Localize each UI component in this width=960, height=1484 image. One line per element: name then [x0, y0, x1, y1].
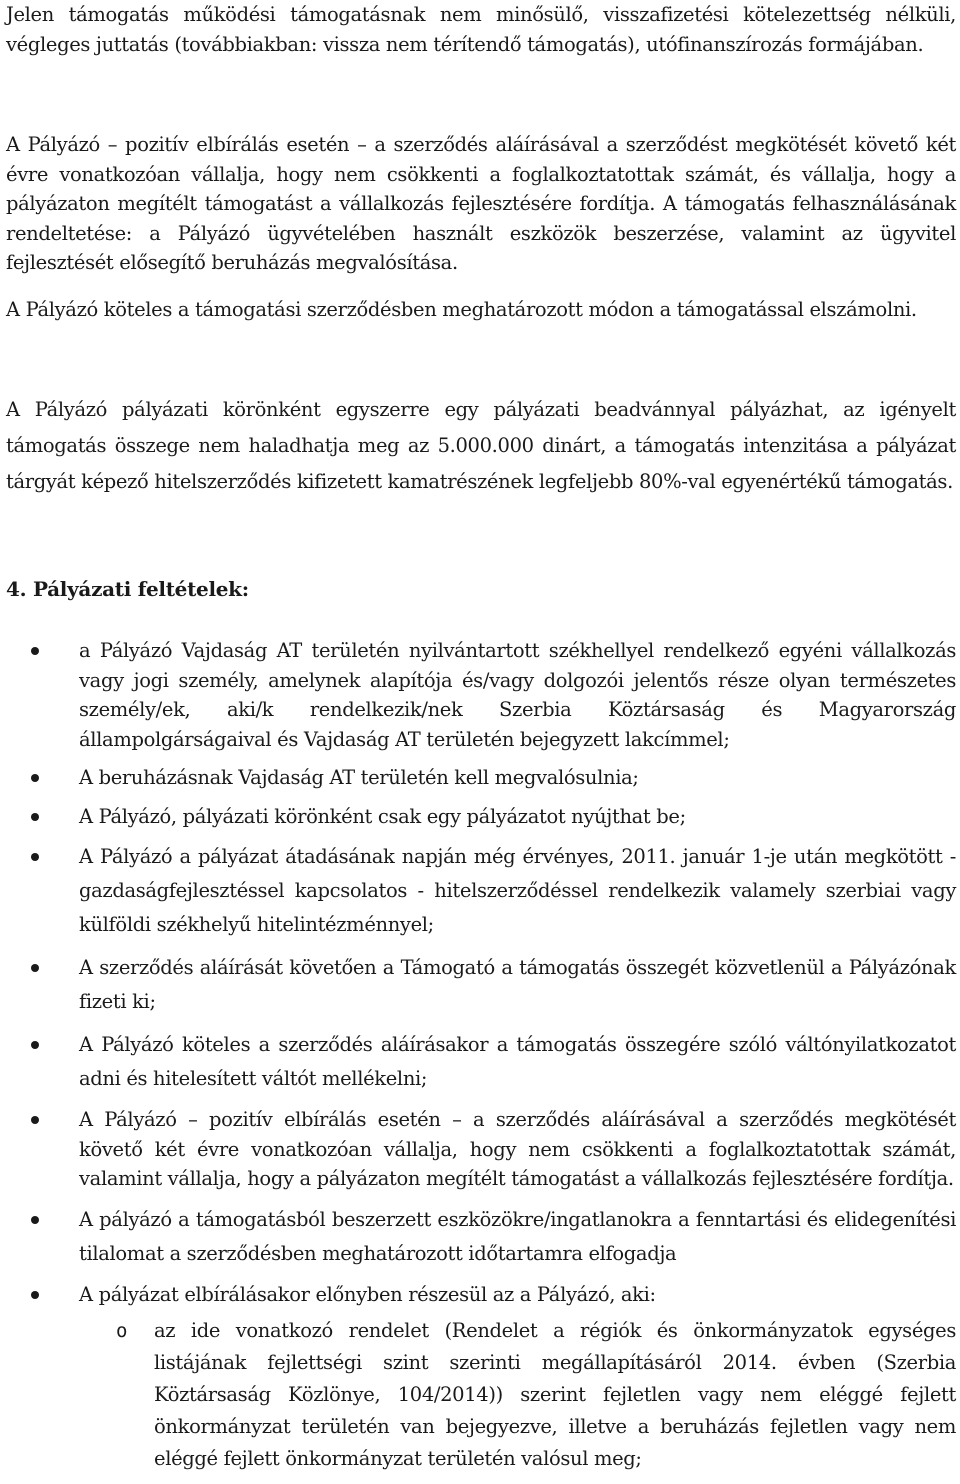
condition-item: A Pályázó – pozitív elbírálás esetén – a szerződés aláírásával a szerződés megkötését követő két évre vonatkozóan vállalja, hogy nem csökkenti a foglalkoztatottak számát, valamint vállalja, hogy a pályázaton megítélt támogatást a vállalkozás fejlesztésére fordítja. — [6, 1105, 956, 1194]
conditions-list — [6, 636, 956, 1484]
condition-item: A beruházásnak Vajdaság AT területén kell megvalósulnia; — [6, 763, 956, 793]
condition-item: a Pályázó Vajdaság AT területén nyilvántartott székhellyel rendelkező egyéni vállalkozás vagy jogi személy, amelynek alapítója és/vagy dolgozói jelentős része olyan természetes személy/ek, aki/k rendelkezik/nek Szerbia Köztársaság és Magyarország állampolgárságaival és Vajdaság AT területén bejegyzett lakcímmel; — [6, 636, 956, 754]
condition-item: A Pályázó, pályázati körönként csak egy pályázatot nyújthat be; — [6, 802, 956, 832]
section-heading-conditions: 4. Pályázati feltételek: — [6, 577, 249, 601]
condition-item-label: A pályázat elbírálásakor előnyben részesül az a Pályázó, aki: — [79, 1282, 656, 1306]
condition-item: A Pályázó köteles a szerződés aláírásakor a támogatás összegére szóló váltónyilatkozatot adni és hitelesített váltót mellékelni; — [6, 1028, 956, 1096]
paragraph-support-type: Jelen támogatás működési támogatásnak nem minősülő, visszafizetési kötelezettség nélküli, végleges juttatás (továbbiakban: vissza nem térítendő támogatás), utófinanszírozás formájában. — [6, 3, 956, 56]
condition-item: A pályázó a támogatásból beszerzett eszközökre/ingatlanokra a fenntartási és elidegenítési tilalomat a szerződésben meghatározott időtartamra elfogadja — [6, 1203, 956, 1271]
paragraph-settlement: A Pályázó köteles a támogatási szerződésben meghatározott módon a támogatással elszámolni. — [6, 298, 917, 321]
preference-sublist — [79, 1315, 956, 1475]
condition-item: A Pályázó a pályázat átadásának napján még érvényes, 2011. január 1-je után megkötött - gazdaságfejlesztéssel kapcsolatos - hitelszerződéssel rendelkezik valamely szerbiai vagy külföldi székhelyű hitelintézménnyel; — [6, 840, 956, 942]
paragraph-amount-limit: A Pályázó pályázati körönként egyszerre egy pályázati beadvánnyal pályázhat, az igényelt támogatás összege nem haladhatja meg az 5.000.000 dinárt, a támogatás intenzitása a pályázat tárgyát képező hitelszerződés kifizetett kamatrészének legfeljebb 80%-val egyenértékű támogatás. — [6, 398, 956, 493]
condition-item: A szerződés aláírását követően a Támogató a támogatás összegét közvetlenül a Pályázónak fizeti ki; — [6, 951, 956, 1019]
condition-item-preference — [6, 1280, 956, 1476]
paragraph-obligations: A Pályázó – pozitív elbírálás esetén – a szerződés aláírásával a szerződést megkötését követő két évre vonatkozóan vállalja, hogy nem csökkenti a foglalkoztatottak számát, és vállalja, hogy a pályázaton megítélt támogatást a vállalkozás fejlesztésére fordítja. A támogatás felhasználásának rendeltetése: a Pályázó ügyvételében használt eszközök beszerzése, valamint az ügyvitel fejlesztését elősegítő beruházás megvalósítása. — [6, 133, 956, 274]
preference-subitem: o az ide vonatkozó rendelet (Rendelet a régiók és önkormányzatok egységes listájának fejlettségi szint szerinti megállapításáról 2014. évben (Szerbia Köztársaság Közlönye, 104/2014)) szerint fejletlen vagy nem eléggé fejlett önkormányzat területén van bejegyezve, illetve a beruházás fejletlen vagy nem eléggé fejlett önkormányzat területén valósul meg; — [77, 1315, 956, 1475]
